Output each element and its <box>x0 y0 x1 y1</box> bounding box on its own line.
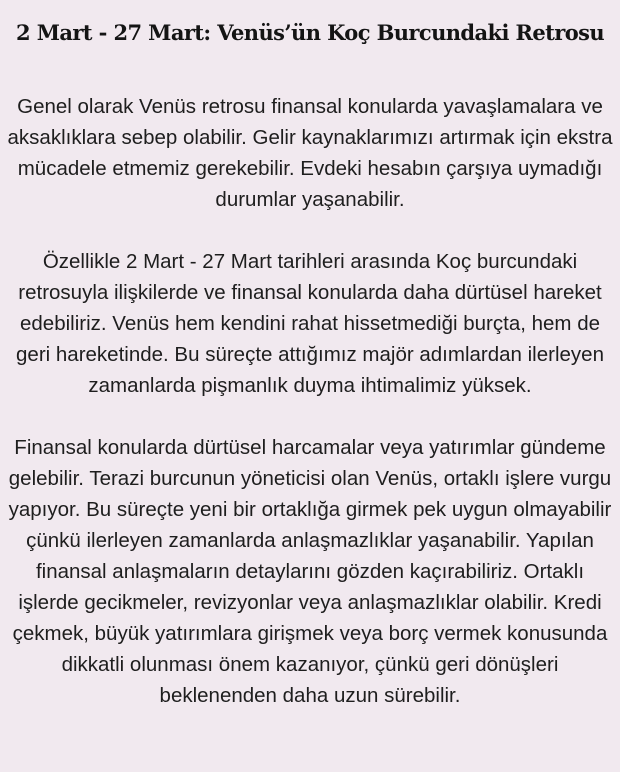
paragraph-aries-retrograde: Özellikle 2 Mart - 27 Mart tarihleri arasında Koç burcundaki retrosuyla ilişkilerde ve finansal konularda daha dürtüsel hareket edebiliriz. Venüs hem kendini rahat hissetmediği burçta, hem de geri hareketinde. Bu süreçte attığımız majör adımlardan ilerleyen zamanlarda pişmanlık duyma ihtimalimiz yüksek. <box>16 250 604 397</box>
article-title: 2 Mart - 27 Mart: Venüs’ün Koç Burcundaki Retrosu <box>15 20 605 45</box>
paragraph-finance: Finansal konularda dürtüsel harcamalar veya yatırımlar gündeme gelebilir. Terazi burcunun yöneticisi olan Venüs, ortaklı işlere vurgu yapıyor. Bu süreçte yeni bir ortaklığa girmek pek uygun olmayabilir çünkü ilerleyen zamanlarda anlaşmazlıklar yaşanabilir. Yapılan finansal anlaşmaların detaylarını gözden kaçırabiliriz. Ortaklı işlerde gecikmeler, revizyonlar veya anlaşmazlıklar olabilir. Kredi çekmek, büyük yatırımlara girişmek veya borç vermek konusunda dikkatli olunması önem kazanıyor, çünkü geri dönüşleri beklenenden daha uzun sürebilir. <box>8 436 612 707</box>
paragraph-general: Genel olarak Venüs retrosu finansal konularda yavaşlamalara ve aksaklıklara sebep olabilir. Gelir kaynaklarımızı artırmak için ekstra mücadele etmemiz gerekebilir. Evdeki hesabın çarşıya uymadığı durumlar yaşanabilir. <box>7 95 613 211</box>
